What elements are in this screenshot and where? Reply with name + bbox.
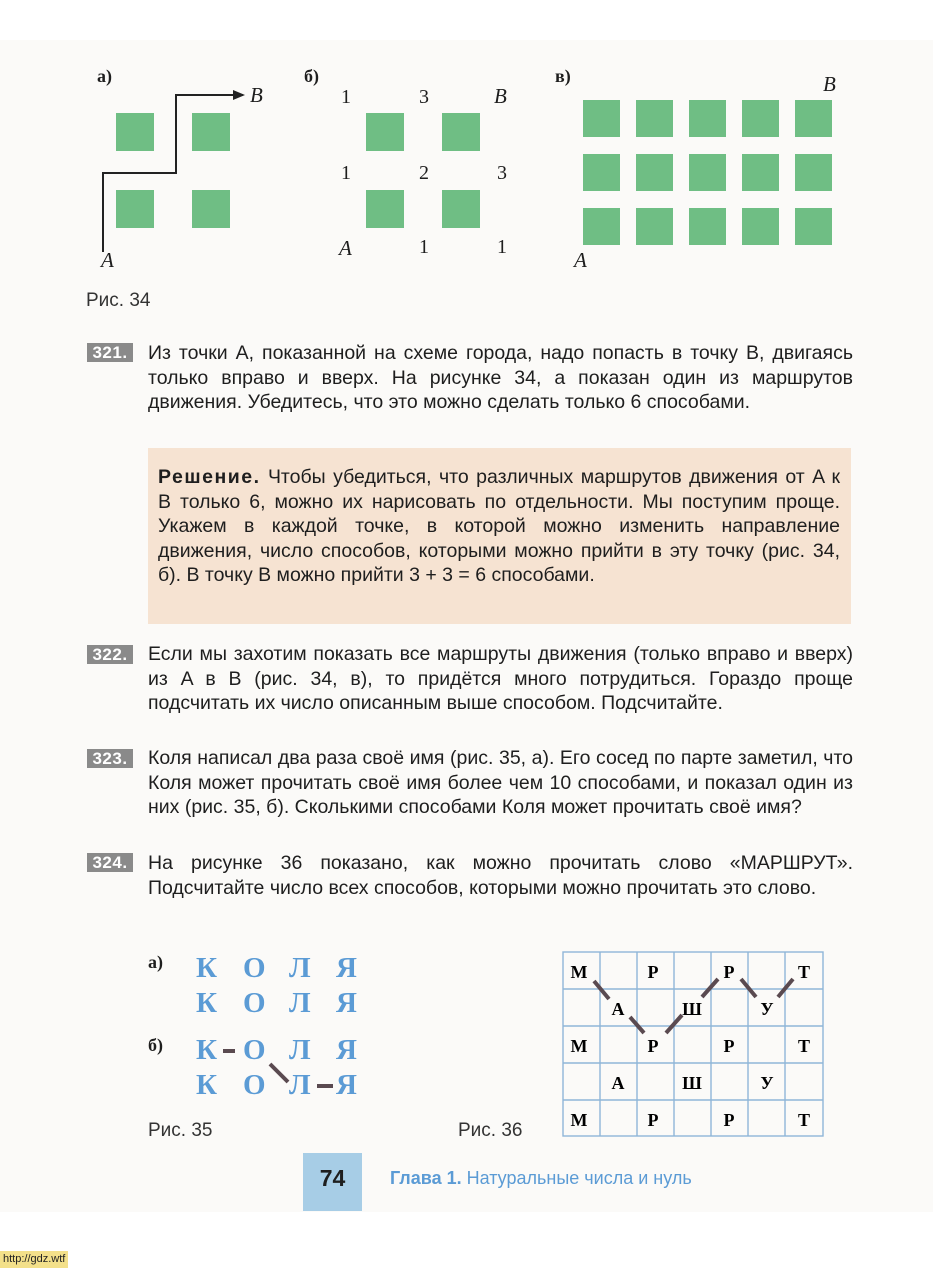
- city-block: [636, 208, 673, 245]
- grid-letter: М: [570, 1036, 588, 1056]
- figure-35b-label: б): [148, 1035, 163, 1055]
- grid-letter: У: [760, 999, 774, 1019]
- city-block: [795, 100, 832, 137]
- point-b-label: B: [823, 72, 836, 96]
- city-block: [442, 190, 480, 228]
- grid-letter: Р: [723, 1036, 735, 1056]
- city-block: [689, 154, 726, 191]
- route-arrow: [95, 82, 255, 262]
- solution-text: [158, 465, 840, 588]
- chapter-footer: [390, 1168, 692, 1189]
- grid-letter: Р: [723, 962, 735, 982]
- count-label: 1: [497, 236, 507, 258]
- count-label: 2: [419, 162, 429, 184]
- city-block: [366, 113, 404, 151]
- grid-letter: Т: [797, 1036, 811, 1056]
- problem-322-text: Если мы захотим показать все маршруты движения (только вправо и вверх) из A в B (рис. 34, в), то придётся много потрудиться. Гораздо проще подсчитать их число описанным выше способом. Подсчитайте.: [148, 643, 853, 714]
- grid-letter: Т: [797, 962, 811, 982]
- watermark-link[interactable]: http://gdz.wtf: [0, 1251, 68, 1268]
- city-block: [636, 100, 673, 137]
- grid-letter: Р: [647, 1036, 659, 1056]
- letter: О: [243, 952, 266, 984]
- letter-grid: [562, 951, 826, 1139]
- grid-letter: Р: [647, 1110, 659, 1130]
- city-block: [795, 154, 832, 191]
- grid-letter: У: [760, 1073, 774, 1093]
- grid-letter: Т: [797, 1110, 811, 1130]
- grid-letter: А: [611, 1073, 625, 1093]
- point-a-label: A: [339, 236, 352, 260]
- letter: Л: [289, 1034, 311, 1066]
- problem-number-badge: 322.: [87, 645, 133, 664]
- figure-35a-label: а): [148, 952, 163, 972]
- problem-number-badge: 323.: [87, 749, 133, 768]
- point-a-label: A: [574, 248, 587, 272]
- letter: Л: [289, 987, 311, 1019]
- letter: Я: [336, 1034, 357, 1066]
- letter: К: [196, 1069, 218, 1101]
- letter: О: [243, 1069, 266, 1101]
- chapter-title: Натуральные числа и нуль: [466, 1168, 692, 1188]
- figure-34a-label: а): [97, 66, 112, 86]
- letter: Я: [336, 987, 357, 1019]
- city-block: [366, 190, 404, 228]
- city-block: [442, 113, 480, 151]
- arrow-head-icon: [233, 90, 245, 100]
- count-label: 1: [419, 236, 429, 258]
- figure-36-caption: Рис. 36: [458, 1120, 523, 1141]
- letter: К: [196, 1034, 218, 1066]
- problem-number-badge: 321.: [87, 343, 133, 362]
- grid-letter: Ш: [682, 1073, 702, 1093]
- grid-letter: Ш: [682, 999, 702, 1019]
- solution-box: [148, 448, 851, 624]
- problem-323-text: Коля написал два раза своё имя (рис. 35, а). Его сосед по парте заметил, что Коля может прочитать своё имя более чем 10 способами, и показал один из них (рис. 35, б). Сколькими способами Коля может прочитать своё имя?: [148, 747, 853, 818]
- city-block: [583, 154, 620, 191]
- chapter-number: Глава 1.: [390, 1168, 462, 1188]
- count-label: 3: [419, 86, 429, 108]
- solution-heading: Решение.: [158, 466, 261, 488]
- letter: Л: [289, 1069, 311, 1101]
- city-block: [689, 208, 726, 245]
- letter: К: [196, 987, 218, 1019]
- grid-letter: Р: [647, 962, 659, 982]
- city-block: [742, 100, 779, 137]
- city-block: [742, 154, 779, 191]
- letter: О: [243, 1034, 266, 1066]
- grid-letter: М: [570, 1110, 588, 1130]
- count-label: 1: [341, 86, 351, 108]
- city-block: [689, 100, 726, 137]
- page-number: 74: [303, 1153, 362, 1211]
- point-b-label: B: [250, 83, 263, 107]
- count-label: 3: [497, 162, 507, 184]
- grid-letter: Р: [723, 1110, 735, 1130]
- letter: О: [243, 987, 266, 1019]
- letter: Я: [336, 952, 357, 984]
- city-block: [583, 208, 620, 245]
- grid-letter: М: [570, 962, 588, 982]
- city-block: [636, 154, 673, 191]
- city-block: [742, 208, 779, 245]
- figure-35-caption: Рис. 35: [148, 1120, 213, 1141]
- point-b-label: B: [494, 84, 507, 108]
- letter: К: [196, 952, 218, 984]
- figure-34-caption: Рис. 34: [86, 290, 151, 311]
- solution-body: Чтобы убедиться, что различных маршрутов движения от A к B только 6, можно их нарисовать по отдельности. Мы поступим проще. Укажем в каждой точке, в которой можно изменить направление движения, число способов, которыми можно прийти в эту точку (рис. 34, б). В точку B можно прийти 3 + 3 = 6 способами.: [158, 466, 840, 586]
- reading-path: [190, 1030, 370, 1110]
- letter: Я: [336, 1069, 357, 1101]
- count-label: 1: [341, 162, 351, 184]
- problem-324-text: На рисунке 36 показано, как можно прочитать слово «МАРШРУТ». Подсчитайте число всех способов, которыми можно прочитать это слово.: [148, 852, 853, 899]
- figure-34v-label: в): [555, 66, 571, 86]
- grid-letter: А: [611, 999, 625, 1019]
- point-a-label: A: [101, 248, 114, 272]
- problem-321-text: Из точки A, показанной на схеме города, надо попасть в точку B, двигаясь только вправо и вверх. На рисунке 34, а показан один из маршрутов движения. Убедитесь, что это можно сделать только 6 способами.: [148, 342, 853, 413]
- city-block: [795, 208, 832, 245]
- letter: Л: [289, 952, 311, 984]
- figure-34b-label: б): [304, 66, 319, 86]
- problem-number-badge: 324.: [87, 853, 133, 872]
- city-block: [583, 100, 620, 137]
